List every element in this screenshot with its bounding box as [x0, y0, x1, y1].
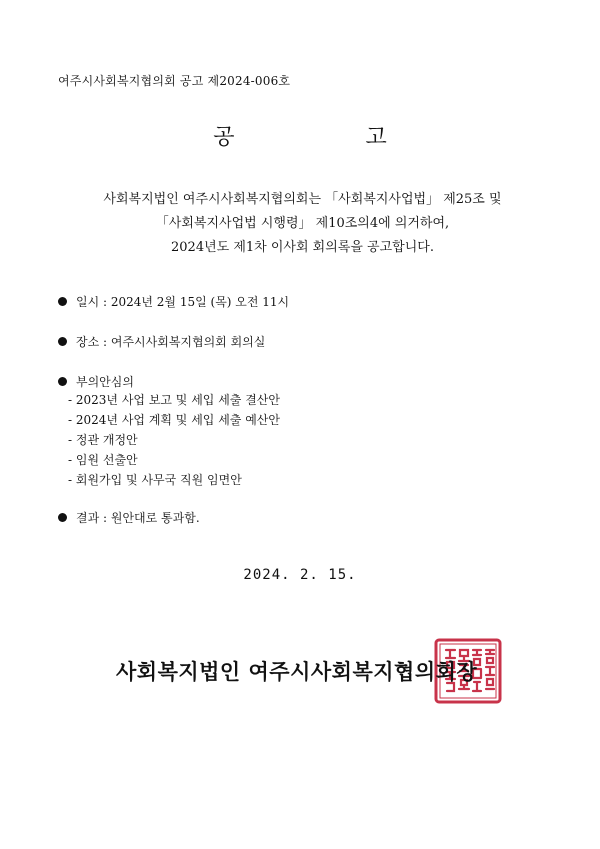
signer-name: 사회복지법인 여주시사회복지협의회장 — [116, 660, 478, 684]
agenda-item: - 2024년 사업 계획 및 세입 세출 예산안 — [68, 413, 280, 427]
result-text: 결과 : 원안대로 통과함. — [76, 511, 200, 525]
page-title: 공 고 — [213, 125, 449, 150]
agenda-item: - 회원가입 및 사무국 직원 임면안 — [68, 473, 242, 487]
result-item — [58, 509, 200, 526]
agenda-item: - 정관 개정안 — [68, 433, 138, 447]
notice-number: 여주시사회복지협의회 공고 제2024-006호 — [58, 74, 291, 88]
agenda-item: - 2023년 사업 보고 및 세입 세출 결산안 — [68, 393, 280, 407]
agenda-list — [68, 390, 280, 490]
bullet-icon — [58, 513, 67, 522]
agenda-heading: 부의안심의 — [76, 375, 134, 389]
intro-line: 사회복지법인 여주시사회복지협의회는 「사회복지사업법」 제25조 및 — [103, 192, 502, 207]
bullet-icon — [58, 377, 67, 386]
intro-line: 「사회복지사업법 시행령」 제10조의4에 의거하여, — [155, 216, 450, 231]
agenda-heading-item — [58, 373, 134, 390]
notice-date: 2024. 2. 15. — [243, 567, 357, 583]
intro-line: 2024년도 제1차 이사회 회의록을 공고합니다. — [171, 240, 434, 255]
agenda-item: - 임원 선출안 — [68, 453, 138, 467]
place-item — [58, 333, 265, 350]
bullet-icon — [58, 297, 67, 306]
datetime-text: 일시 : 2024년 2월 15일 (목) 오전 11시 — [76, 295, 290, 309]
bullet-icon — [58, 337, 67, 346]
place-text: 장소 : 여주시사회복지협의회 회의실 — [76, 335, 266, 349]
datetime-item — [58, 293, 289, 310]
intro-paragraph — [40, 188, 565, 260]
